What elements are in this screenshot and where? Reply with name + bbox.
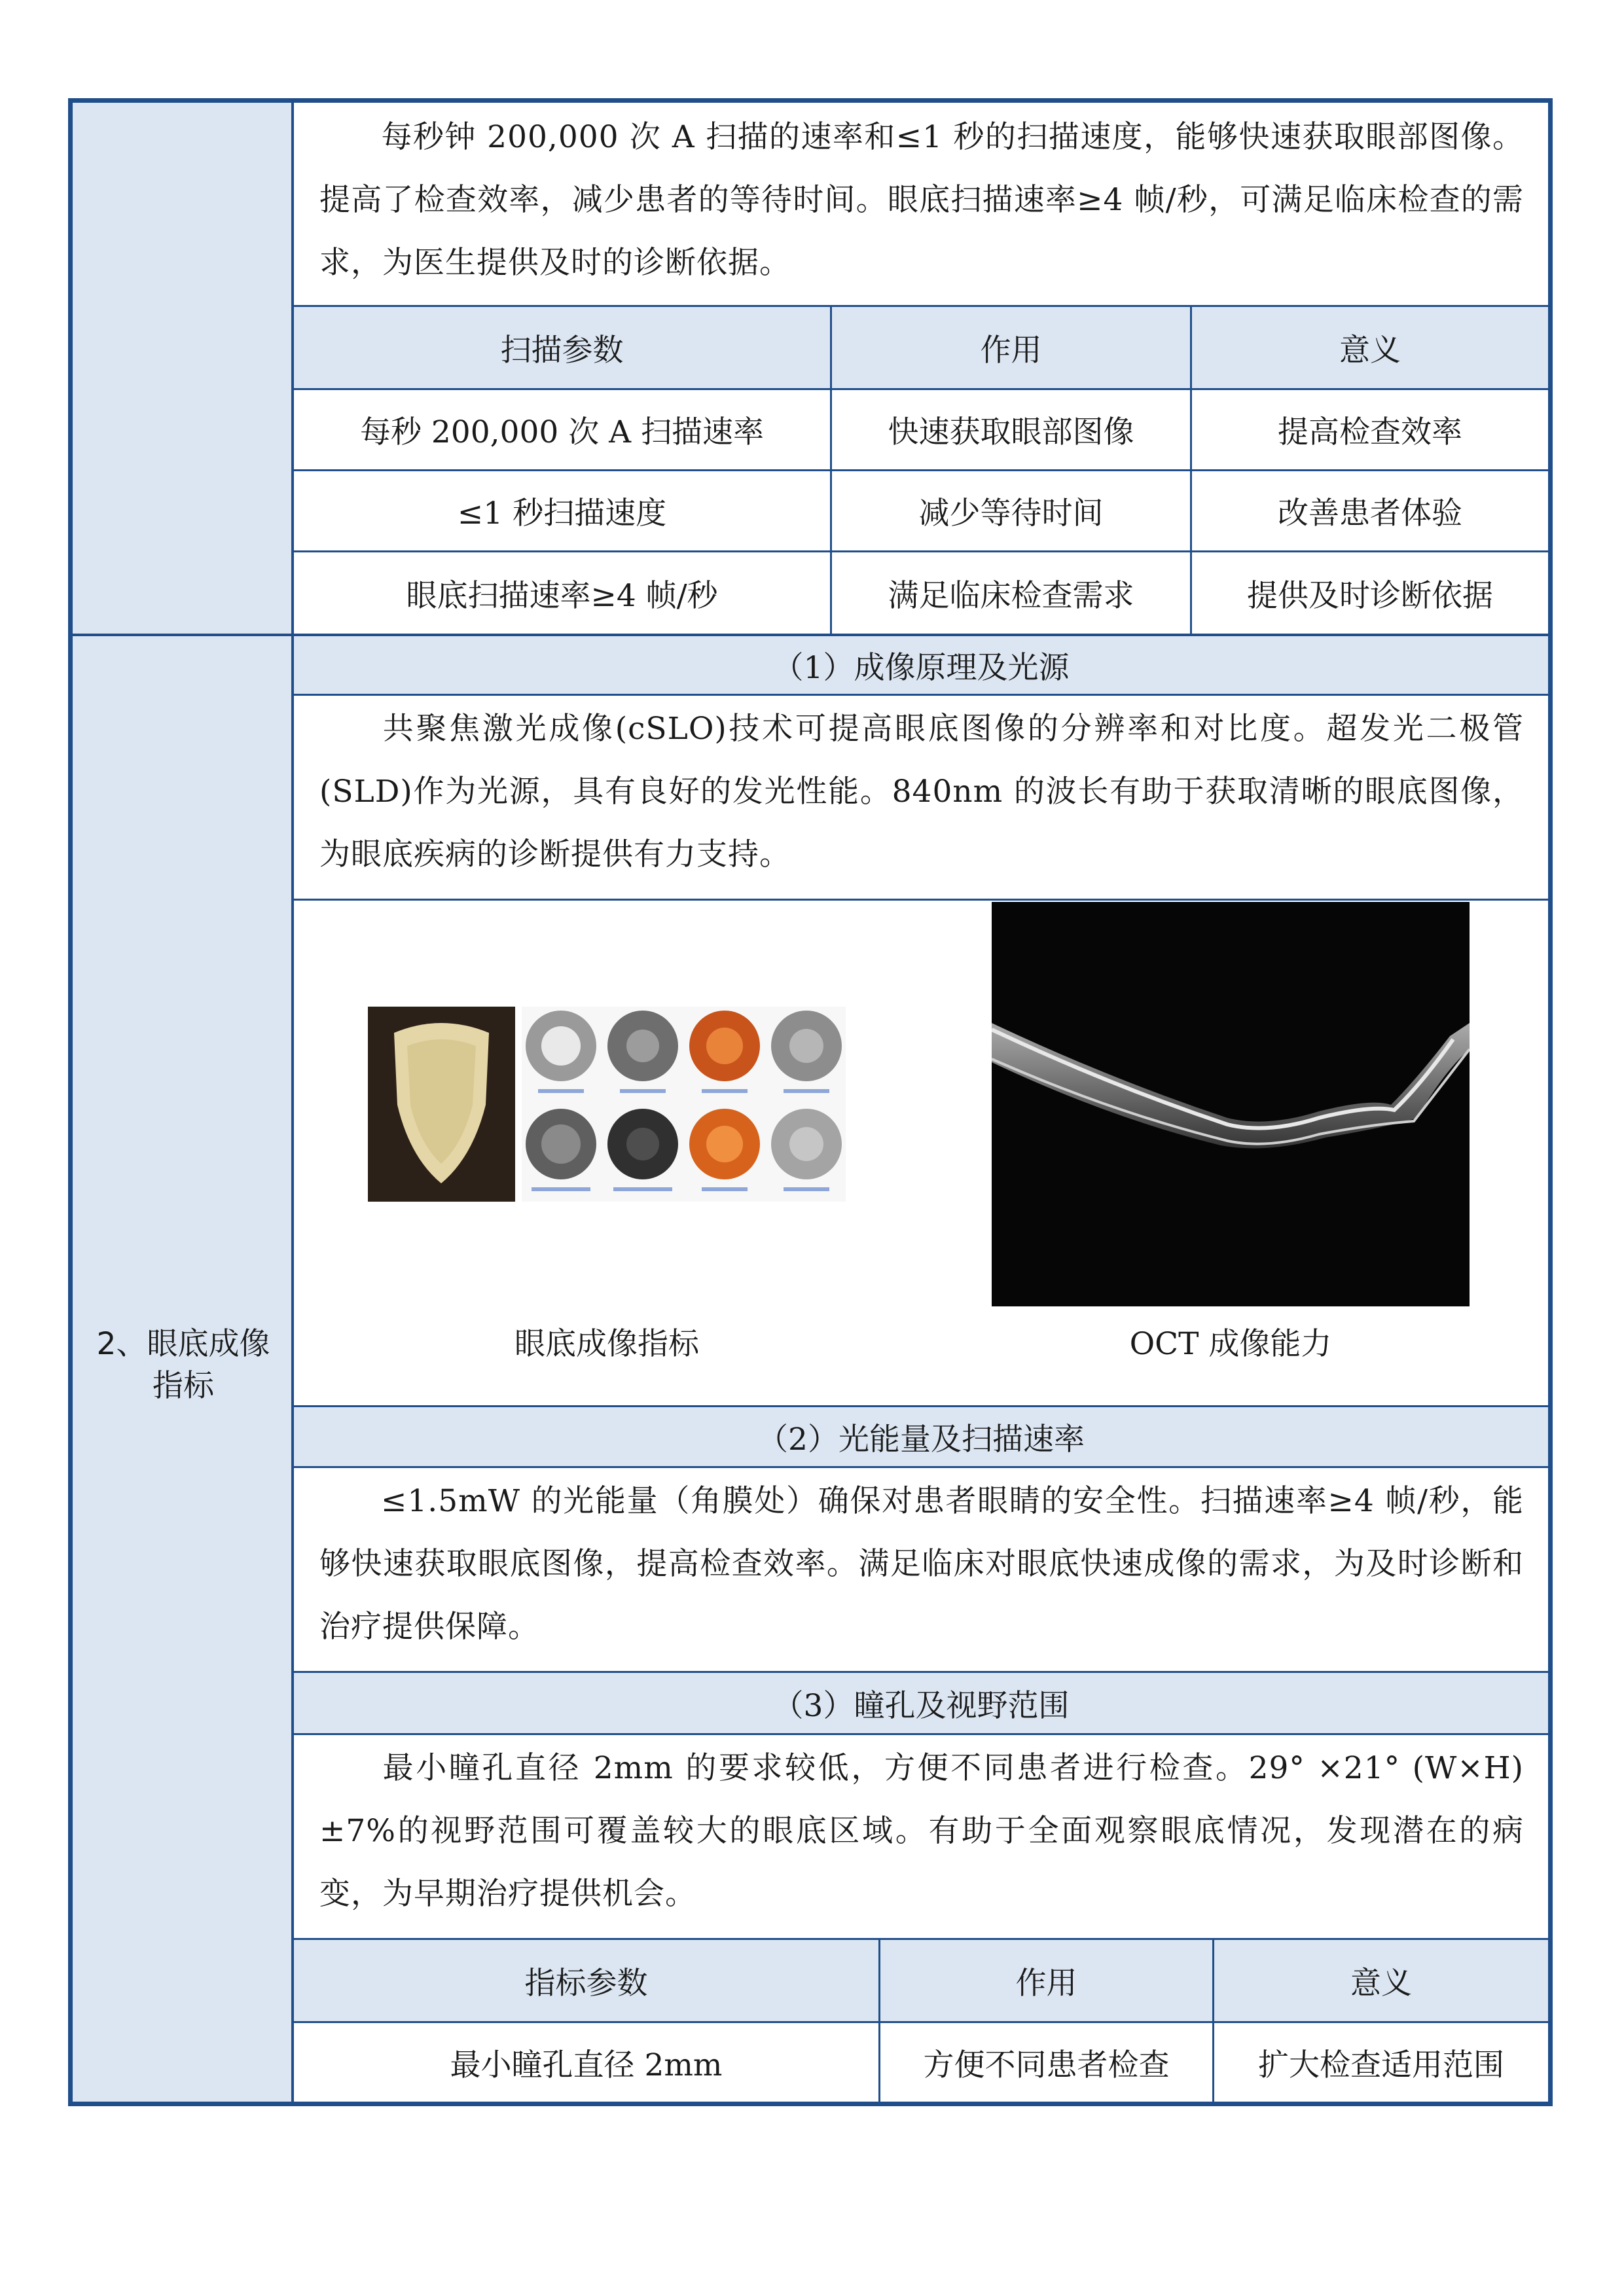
table2-header-role: 作用 [1015, 1965, 1077, 2001]
table-cell: 改善患者体验 [1278, 495, 1462, 531]
table-cell: 方便不同患者检查 [923, 2047, 1170, 2083]
table1-header-role: 作用 [980, 332, 1042, 368]
section2-label: 2、眼底成像指标 [96, 1326, 270, 1404]
section1-paragraph: 每秒钟 200,000 次 A 扫描的速率和≤1 秒的扫描速度，能够快速获取眼部图像。提高了检查效率，减少患者的等待时间。眼底扫描速率≥4 帧/秒，可满足临床检查的需求，为医生提供及时的诊断依据。 [319, 119, 1524, 281]
table-cell: ≤1 秒扫描速度 [457, 495, 667, 531]
oct-figure-caption: OCT 成像能力 [1129, 1326, 1332, 1362]
table2-header-param: 指标参数 [524, 1965, 648, 2001]
sub3-heading: （3）瞳孔及视野范围 [294, 1673, 1548, 1733]
table-cell: 每秒 200,000 次 A 扫描速率 [359, 414, 765, 450]
table-cell: 眼底扫描速率≥4 帧/秒 [406, 577, 718, 614]
fundus-figure-caption: 眼底成像指标 [514, 1326, 699, 1362]
fundus-imaging-figure [368, 1007, 846, 1203]
table-cell: 快速获取眼部图像 [888, 414, 1134, 450]
table1-header-meaning: 意义 [1339, 332, 1401, 368]
sub2-paragraph: ≤1.5mW 的光能量（角膜处）确保对患者眼睛的安全性。扫描速率≥4 帧/秒，能够快速获取眼底图像，提高检查效率。满足临床对眼底快速成像的需求，为及时诊断和治疗提供保障。 [319, 1483, 1524, 1645]
table-cell: 满足临床检查需求 [888, 577, 1134, 614]
left-column [73, 103, 291, 2102]
table1-header-param: 扫描参数 [500, 332, 624, 368]
table-cell: 最小瞳孔直径 2mm [450, 2047, 723, 2083]
table-cell: 提高检查效率 [1278, 414, 1462, 450]
oct-scan-figure [992, 902, 1470, 1306]
table2-header-meaning: 意义 [1350, 1965, 1412, 2001]
sub2-heading: （2）光能量及扫描速率 [294, 1407, 1548, 1466]
sub3-paragraph: 最小瞳孔直径 2mm 的要求较低，方便不同患者进行检查。29° ×21° (W×H)±7%的视野范围可覆盖较大的眼底区域。有助于全面观察眼底情况，发现潜在的病变，为早期治疗提供机会。 [319, 1750, 1524, 1912]
table-cell: 扩大检查适用范围 [1258, 2047, 1504, 2083]
sub1-heading: （1）成像原理及光源 [294, 636, 1548, 694]
table-cell: 减少等待时间 [918, 495, 1104, 531]
sub1-paragraph: 共聚焦激光成像(cSLO)技术可提高眼底图像的分辨率和对比度。超发光二极管(SLD)作为光源，具有良好的发光性能。840nm 的波长有助于获取清晰的眼底图像，为眼底疾病的诊断提供有力支持。 [319, 711, 1524, 872]
table-cell: 提供及时诊断依据 [1247, 577, 1493, 614]
